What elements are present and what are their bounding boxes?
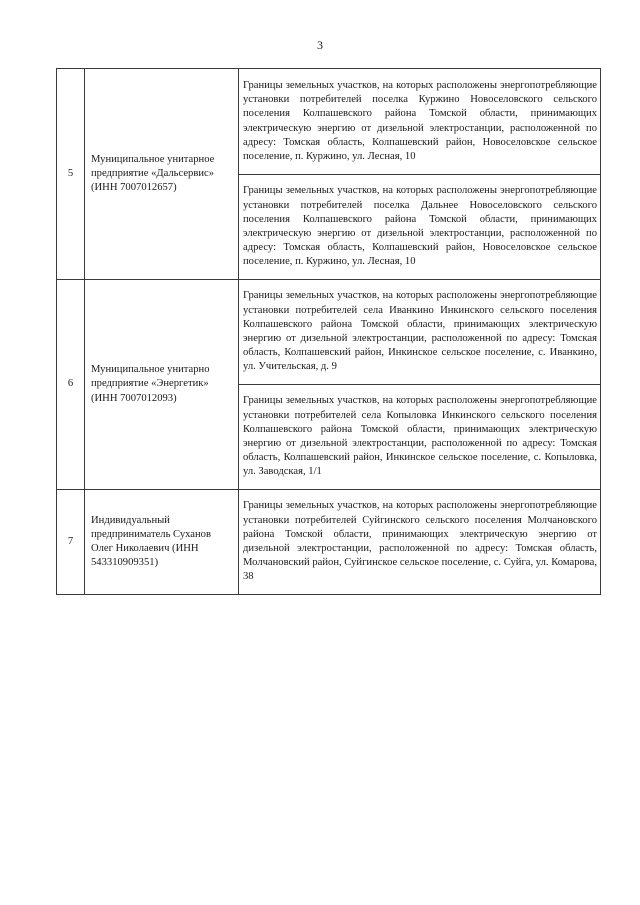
territory-table bbox=[56, 68, 601, 595]
boundary-description: Границы земельных участков, на которых расположены энергопотребляющие установки потребителей поселка Куржино Новоселовского сельского поселения Колпашевского района Томской области, принимающих электрическую энергию от дизельной электростанции, расположенной по адресу: Томская область, Колпашевский район, Новоселовское сельское поселение, п. Куржино, ул. Лесная, 10 bbox=[239, 69, 601, 175]
row-number: 6 bbox=[57, 280, 85, 490]
row-number: 5 bbox=[57, 69, 85, 280]
row-number: 7 bbox=[57, 490, 85, 595]
organization-name: Муниципальное унитарно предприятие «Энергетик» (ИНН 7007012093) bbox=[85, 280, 239, 490]
organization-name: Муниципальное унитарное предприятие «Дальсервис» (ИНН 7007012657) bbox=[85, 69, 239, 280]
boundary-description: Границы земельных участков, на которых расположены энергопотребляющие установки потребителей поселка Дальнее Новоселовского сельского поселения Колпашевского района Томской области, принимающих электрическую энергию от дизельной электростанции, расположенной по адресу: Томская область, Колпашевский район, Новоселовское сельское поселение, п. Куржино, ул. Лесная, 10 bbox=[239, 175, 601, 280]
boundary-description: Границы земельных участков, на которых расположены энергопотребляющие установки потребителей села Копыловка Инкинского сельского поселения Колпашевского района Томской области, принимающих электрическую энергию от дизельной электростанции, расположенной по адресу: Томская область, Колпашевский район, Инкинское сельское поселение, с. Копыловка, ул. Заводская, 1/1 bbox=[239, 385, 601, 490]
table-row-6 bbox=[57, 280, 601, 385]
boundary-description: Границы земельных участков, на которых расположены энергопотребляющие установки потребителей села Иванкино Инкинского сельского поселения Колпашевского района Томской области, принимающих электрическую энергию от дизельной электростанции, расположенной по адресу: Томская область, Колпашевский район, Инкинское сельское поселение, с. Иванкино, ул. Учительская, д. 9 bbox=[239, 280, 601, 385]
organization-name: Индивидуальный предприниматель Суханов Олег Николаевич (ИНН 543310909351) bbox=[85, 490, 239, 595]
table-row-5 bbox=[57, 69, 601, 175]
table-row-7 bbox=[57, 490, 601, 595]
page-number: 3 bbox=[317, 38, 323, 52]
boundary-description: Границы земельных участков, на которых расположены энергопотребляющие установки потребителей Суйгинского сельского поселения Молчановского района Томской области, принимающих электрическую энергию от дизельной электростанции, расположенной по адресу: Томская область, Молчановский район, Суйгинское сельское поселение, с. Суйга, ул. Комарова, 38 bbox=[239, 490, 601, 595]
